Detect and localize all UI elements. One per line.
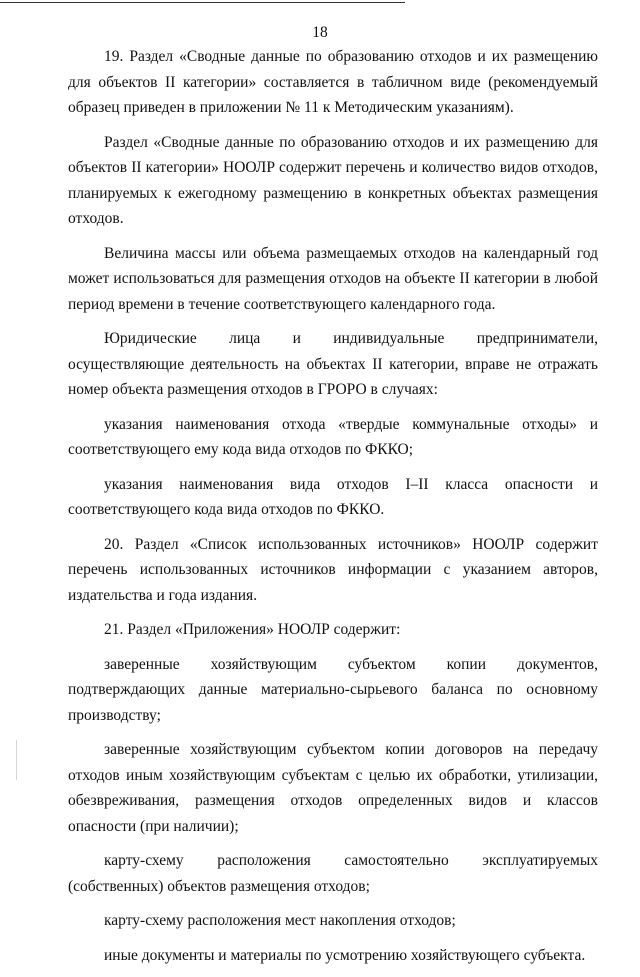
list-item-other-docs: иные документы и материалы по усмотрению хозяйствующего субъекта. <box>104 946 586 964</box>
paragraph-legal-entities: Юридические лица и индивидуальные предприниматели, осуществляющие деятельность на объектах II категории, вправе не отражать номер объекта размещения отходов в ГРОРО в случаях: <box>68 330 598 398</box>
page-number: 18 <box>312 24 328 41</box>
paragraph-21: 21. Раздел «Приложения» НООЛР содержит: <box>104 621 401 638</box>
paragraph-waste-volume: Величина массы или объема размещаемых отходов на календарный год может использоваться для размещения отходов на объекте II категории в любой период времени в течение соответствующего календарного года. <box>68 244 598 313</box>
list-item-disposal-map: карту-схему расположения самостоятельно эксплуатируемых (собственных) объектов размещения отходов; <box>68 852 598 895</box>
paragraph-summary-section: Раздел «Сводные данные по образованию отходов и их размещению для объектов II категории» НООЛР содержит перечень и количество видов отходов, планируемых к ежегодному размещению в конкретных объектах размещения отходов. <box>68 133 598 227</box>
list-item-balance-docs: заверенные хозяйствующим субъектом копии документов, подтверждающих данные материально-сырьевого баланса по основному производству; <box>68 655 598 724</box>
list-item-storage-map: карту-схему расположения мест накопления отходов; <box>104 912 456 929</box>
document-body <box>68 44 598 977</box>
scan-artifact <box>16 740 17 780</box>
paragraph-19: 19. Раздел «Сводные данные по образованию отходов и их размещению для объектов II категории» составляется в табличном виде (рекомендуемый образец приведен в приложении № 11 к Методическим указаниям). <box>68 48 598 116</box>
list-item-hazard-class: указания наименования вида отходов I–II класса опасности и соответствующего кода вида отходов по ФККО. <box>68 475 598 518</box>
list-item-solid-waste: указания наименования отхода «твердые коммунальные отходы» и соответствующего ему кода вида отходов по ФККО; <box>68 415 598 458</box>
paragraph-20: 20. Раздел «Список использованных источников» НООЛР содержит перечень использованных источников информации с указанием авторов, издательства и года издания. <box>68 535 598 604</box>
list-item-contracts: заверенные хозяйствующим субъектом копии договоров на передачу отходов иным хозяйствующим субъектам с целью их обработки, утилизации, обезвреживания, размещения отходов определенных видов и классов опасности (при наличии); <box>68 741 598 835</box>
top-rule <box>0 2 405 3</box>
